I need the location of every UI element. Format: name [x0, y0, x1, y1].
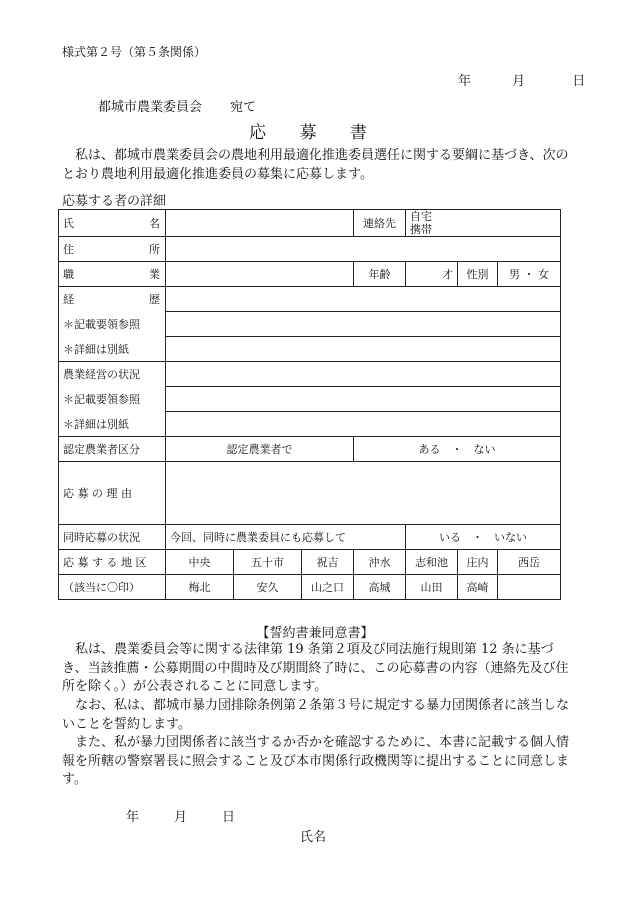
farm-note-guide: ＊記載要領参照 [59, 387, 166, 412]
job-label: 職 業 [59, 262, 166, 287]
certified-label: 認定農業者区分 [59, 437, 166, 462]
pledge-title: 【誓約書兼同意書】 [256, 626, 374, 641]
contact-home: 自宅 [410, 210, 432, 223]
district-option[interactable]: 西岳 [498, 550, 561, 575]
district-option[interactable]: 中央 [166, 550, 234, 575]
district-option[interactable]: 沖水 [354, 550, 406, 575]
date-line [458, 70, 585, 89]
row-job [59, 262, 561, 287]
district-option[interactable]: 庄内 [458, 550, 498, 575]
reason-label: 応 募 の 理 由 [59, 462, 166, 525]
form-number: 様式第２号（第５条関係） [62, 45, 207, 59]
age-field[interactable] [406, 262, 458, 287]
section-label: 応募する者の詳細 [62, 194, 167, 209]
date-month: 月 [512, 74, 526, 89]
pledge-paragraph-3: また、私が暴力団関係者に該当するか否かを確認するために、本書に記載する個人情報を所轄の警察署長に照会すること及び本市関係行政機関等に提出することに同意します。 [62, 735, 570, 787]
row-career-3 [59, 337, 561, 362]
contact-mobile: 携帯 [410, 223, 432, 236]
sign-date [126, 806, 270, 825]
row-certified [59, 437, 561, 462]
reason-field[interactable] [166, 462, 561, 525]
row-address [59, 237, 561, 262]
sign-year: 年 [126, 810, 140, 825]
row-career-2 [59, 312, 561, 337]
farm-line-1[interactable] [166, 362, 561, 387]
addressee [98, 96, 256, 115]
date-day: 日 [572, 74, 586, 89]
contact-field[interactable] [406, 210, 561, 237]
career-line-2[interactable] [166, 312, 561, 337]
district-option[interactable]: 五十市 [234, 550, 302, 575]
age-unit: 才 [442, 268, 453, 281]
farm-note-separate: ＊詳細は別紙 [59, 412, 166, 437]
name-label: 氏 名 [59, 210, 166, 237]
district-option[interactable]: 志和池 [406, 550, 458, 575]
row-farm-1 [59, 362, 561, 387]
concurrent-options[interactable]: いる ・ いない [406, 525, 561, 550]
row-career-1 [59, 287, 561, 312]
pledge-paragraph-1: 私は、農業委員会等に関する法律第 19 条第２項及び同法施行規則第 12 条に基づき、当該推薦・公募期間の中間時及び期間終了時に、この応募書の内容（連絡先及び住所を除く。）が公表されることに同意します。 [62, 642, 569, 694]
district-option-empty [498, 575, 561, 600]
addressee-suffix: 宛て [230, 100, 257, 115]
district-option[interactable]: 山之口 [302, 575, 354, 600]
farm-line-3[interactable] [166, 412, 561, 437]
address-field[interactable] [166, 237, 561, 262]
row-concurrent [59, 525, 561, 550]
career-note-separate: ＊詳細は別紙 [59, 337, 166, 362]
document-title: 応 募 書 [249, 123, 381, 143]
intro-paragraph: 私は、都城市農業委員会の農地利用最適化推進委員選任に関する要綱に基づき、次のとおり農地利用最適化推進委員の募集に応募します。 [62, 148, 569, 182]
row-name [59, 210, 561, 237]
row-district-1 [59, 550, 561, 575]
sign-month: 月 [174, 810, 188, 825]
sex-label: 性別 [458, 262, 498, 287]
row-farm-3 [59, 412, 561, 437]
district-label: 応 募 す る 地 区 [59, 550, 166, 575]
sign-name-label: 氏名 [300, 830, 327, 845]
district-option[interactable]: 安久 [234, 575, 302, 600]
career-line-3[interactable] [166, 337, 561, 362]
application-table [58, 209, 561, 600]
career-label: 経 歴 [59, 287, 166, 312]
date-year: 年 [458, 74, 472, 89]
row-farm-2 [59, 387, 561, 412]
district-note: （該当に〇印） [59, 575, 166, 600]
contact-label: 連絡先 [354, 210, 406, 237]
farm-line-2[interactable] [166, 387, 561, 412]
certified-options[interactable]: ある ・ ない [354, 437, 561, 462]
row-reason [59, 462, 561, 525]
row-district-2 [59, 575, 561, 600]
district-option[interactable]: 高城 [354, 575, 406, 600]
age-label: 年齢 [354, 262, 406, 287]
certified-text: 認定農業者で [166, 437, 354, 462]
district-option[interactable]: 祝吉 [302, 550, 354, 575]
pledge-paragraph-2: なお、私は、都城市暴力団排除条例第２条第３号に規定する暴力団関係者に該当しないことを誓約します。 [62, 698, 570, 732]
job-field[interactable] [166, 262, 354, 287]
career-line-1[interactable] [166, 287, 561, 312]
addressee-name: 都城市農業委員会 [98, 100, 203, 115]
sign-day: 日 [222, 810, 236, 825]
concurrent-label: 同時応募の状況 [59, 525, 166, 550]
district-option[interactable]: 山田 [406, 575, 458, 600]
district-option[interactable]: 高崎 [458, 575, 498, 600]
farm-label: 農業経営の状況 [59, 362, 166, 387]
name-field[interactable] [166, 210, 354, 237]
concurrent-text: 今回、同時に農業委員にも応募して [166, 525, 406, 550]
district-option[interactable]: 梅北 [166, 575, 234, 600]
sex-options[interactable]: 男 ・ 女 [498, 262, 561, 287]
address-label: 住 所 [59, 237, 166, 262]
career-note-guide: ＊記載要領参照 [59, 312, 166, 337]
